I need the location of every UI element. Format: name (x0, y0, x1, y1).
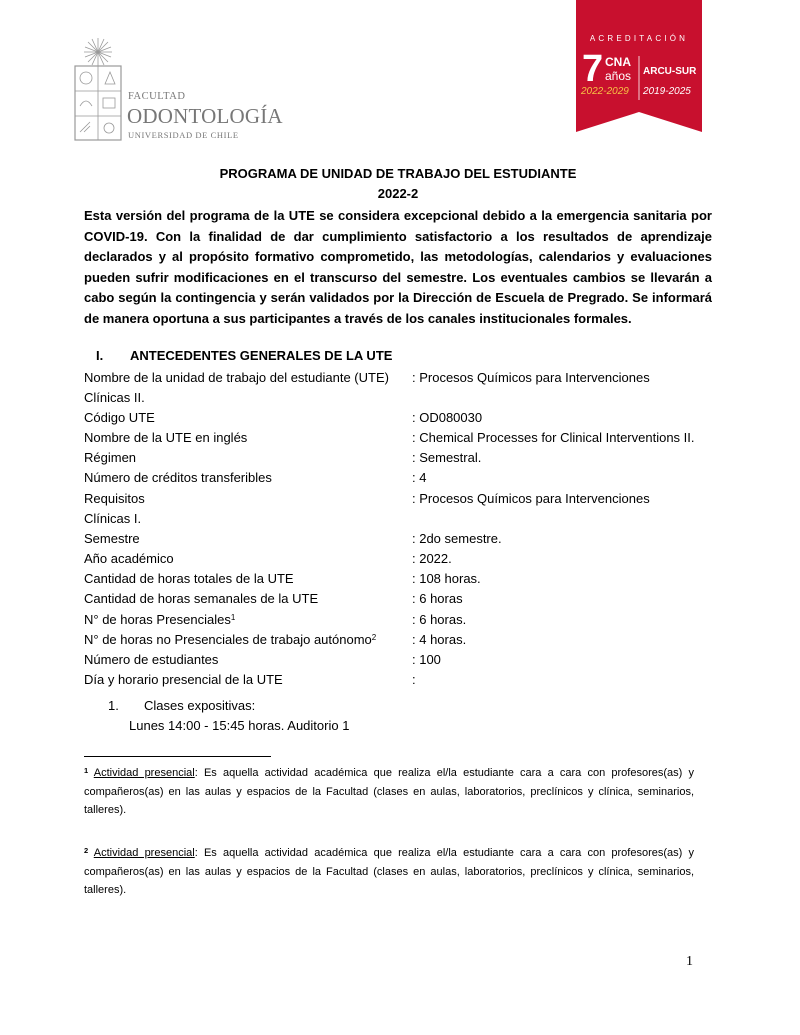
footnote-divider (84, 756, 271, 757)
faculty-logo (72, 36, 283, 146)
section-title: ANTECEDENTES GENERALES DE LA UTE (130, 348, 393, 363)
badge-arcu: ARCU-SUR (643, 66, 697, 77)
info-label: Día y horario presencial de la UTE (84, 672, 283, 687)
info-value: : 2022. (412, 551, 452, 566)
section-heading (84, 348, 392, 363)
info-row-requisitos-cont (84, 509, 724, 529)
info-value: : 108 horas. (412, 571, 481, 586)
page-title: PROGRAMA DE UNIDAD DE TRABAJO DEL ESTUDIANTE (219, 166, 577, 181)
info-row-regimen (84, 448, 724, 468)
info-row-semestre (84, 529, 724, 549)
footnote-text: : Es aquella actividad académica que realiza el/la estudiante cara a cara con profesores(as) y compañeros(as) en las aulas y espacios de la Facultad (clases en aulas, laboratorios, preclínicos y clínica, seminarios, talleres). (84, 847, 694, 896)
info-value: : 4 horas. (412, 632, 467, 647)
footnote-term: Actividad presencial (93, 767, 195, 779)
list-item-detail: Lunes 14:00 - 15:45 horas. Auditorio 1 (129, 718, 350, 733)
info-row-nombre (84, 368, 724, 388)
info-label: Número de créditos transferibles (84, 470, 272, 485)
footnote-mark: 2 (84, 846, 89, 855)
list-item-number: 1. (108, 698, 119, 713)
info-value-continuation: Clínicas I. (84, 511, 142, 526)
info-value: : 6 horas. (412, 612, 467, 627)
info-label: Requisitos (84, 491, 145, 506)
accreditation-badge (576, 0, 702, 140)
info-label: Cantidad de horas totales de la UTE (84, 571, 294, 586)
info-label-text: N° de horas no Presenciales de trabajo autónomo (84, 632, 372, 647)
footnote-1 (84, 764, 694, 820)
info-label: Número de estudiantes (84, 652, 219, 667)
footnote-ref: 2 (371, 633, 377, 642)
logo-faculty-label: FACULTAD (128, 91, 186, 102)
badge-cna: CNA (605, 55, 631, 69)
info-label: Nombre de la UTE en inglés (84, 430, 248, 445)
info-row-requisitos (84, 489, 724, 509)
page-period: 2022-2 (377, 186, 419, 201)
info-value: : Procesos Químicos para Intervenciones (412, 491, 650, 506)
info-label: Régimen (84, 450, 137, 465)
badge-arcu-period: 2019-2025 (643, 86, 691, 97)
info-row-horas-no-presenciales (84, 630, 724, 650)
info-row-estudiantes (84, 650, 724, 670)
info-label-text: N° de horas Presenciales (84, 612, 231, 627)
info-row-horario (84, 670, 724, 690)
footnote-term: Actividad presencial (93, 847, 195, 859)
info-value: : OD080030 (412, 410, 483, 425)
page-number: 1 (686, 954, 693, 969)
info-label: Código UTE (84, 410, 155, 425)
info-value: : 4 (412, 470, 427, 485)
badge-cna-period: 2022-2029 (581, 86, 629, 97)
footnote-text: : Es aquella actividad académica que realiza el/la estudiante cara a cara con profesores(as) y compañeros(as) en las aulas y espacios de la Facultad (clases en aulas, laboratorios, preclínicos y clínica, seminarios, talleres). (84, 767, 694, 816)
info-label: Año académico (84, 551, 174, 566)
logo-university-name: UNIVERSIDAD DE CHILE (128, 130, 239, 140)
info-row-codigo (84, 408, 724, 428)
info-row-ingles (84, 428, 724, 448)
info-row-horas-presenciales (84, 610, 724, 630)
badge-years-number: 7 (582, 48, 604, 90)
section-number: I. (96, 348, 104, 363)
info-value-continuation: Clínicas II. (84, 390, 145, 405)
list-item-title: Clases expositivas: (144, 698, 256, 713)
info-label: Nombre de la unidad de trabajo del estudiante (UTE) (84, 370, 389, 385)
badge-title: ACREDITACIÓN (589, 34, 689, 43)
info-label: Cantidad de horas semanales de la UTE (84, 591, 319, 606)
info-label (84, 610, 235, 630)
intro-paragraph: Esta versión del programa de la UTE se considera excepcional debido a la emergencia sanitaria por COVID-19. Con la finalidad de dar cumplimiento satisfactorio a los resultados de aprendizaje declarados y al propósito formativo comprometido, las metodologías, calendarios y evaluaciones pueden sufrir modificaciones en el transcurso del semestre. Los eventuales cambios se llevarán a cabo según la contingencia y serán validados por la Dirección de Escuela de Pregrado. Se informará de manera oportuna a sus participantes a través de los canales institucionales formales. (84, 208, 712, 326)
info-row-horas-totales (84, 569, 724, 589)
university-crest-icon (72, 36, 124, 146)
info-label (84, 630, 376, 650)
info-value: : Procesos Químicos para Intervenciones (412, 370, 650, 385)
info-value: : 2do semestre. (412, 531, 502, 546)
footnote-mark: 1 (84, 766, 89, 775)
info-value: : 100 (412, 652, 441, 667)
info-value: : (412, 672, 416, 687)
info-value: : Chemical Processes for Clinical Interventions II. (412, 430, 695, 445)
info-value: : 6 horas (412, 591, 463, 606)
info-row-anio (84, 549, 724, 569)
logo-faculty-name: ODONTOLOGÍA (127, 104, 283, 128)
info-row-nombre-cont (84, 388, 724, 408)
footnote-ref: 1 (230, 613, 236, 622)
info-row-creditos (84, 468, 724, 488)
footnote-2 (84, 844, 694, 900)
badge-years-word: años (605, 69, 632, 83)
info-row-horas-semanales (84, 589, 724, 609)
list-item (108, 698, 255, 713)
info-value: : Semestral. (412, 450, 482, 465)
info-label: Semestre (84, 531, 140, 546)
